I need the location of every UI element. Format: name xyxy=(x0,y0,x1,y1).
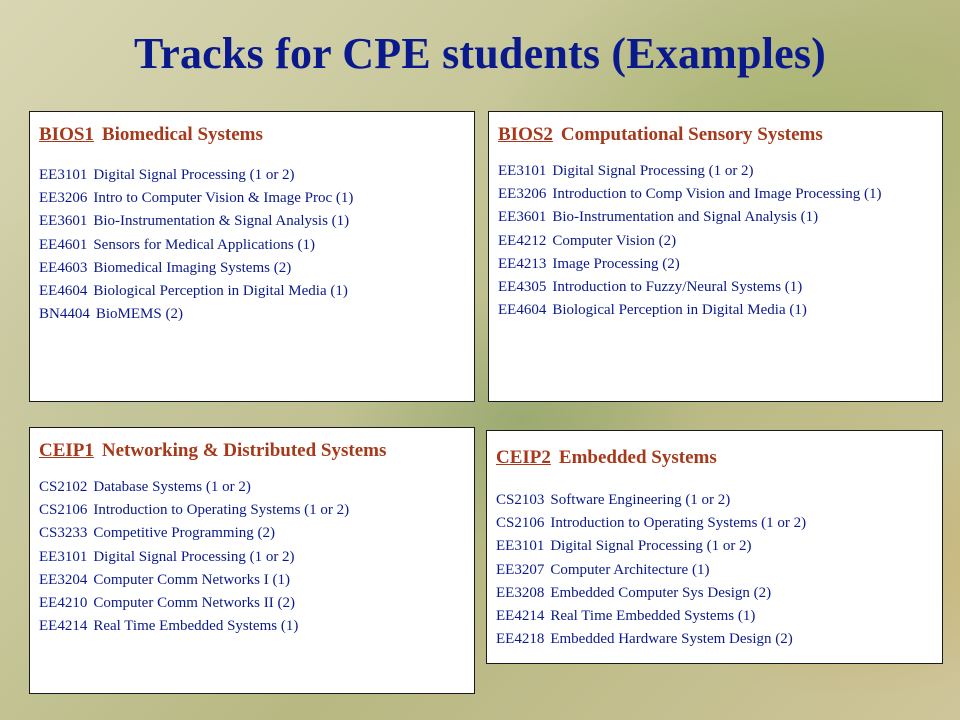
course-item xyxy=(39,280,465,303)
course-item xyxy=(39,303,465,326)
course-code: EE4601 xyxy=(39,236,88,253)
course-title: Competitive Programming (2) xyxy=(93,525,275,542)
course-code: EE3206 xyxy=(498,186,547,203)
course-item xyxy=(39,187,465,210)
course-item xyxy=(39,476,465,499)
course-title: Introduction to Fuzzy/Neural Systems (1) xyxy=(552,279,803,296)
track-heading xyxy=(496,445,933,471)
course-item xyxy=(39,522,465,545)
course-title: Digital Signal Processing (1 or 2) xyxy=(93,548,295,565)
course-code: CS2106 xyxy=(39,502,88,519)
course-code: EE3101 xyxy=(39,167,88,183)
course-code: EE4603 xyxy=(39,259,88,276)
course-code: EE4214 xyxy=(39,618,88,635)
course-code: CS2103 xyxy=(496,492,545,508)
course-item xyxy=(498,183,933,206)
course-code: EE3208 xyxy=(496,584,545,601)
course-code: EE4210 xyxy=(39,595,88,612)
course-code: EE4604 xyxy=(498,302,547,319)
track-box-bios1 xyxy=(29,111,475,402)
course-code: EE4604 xyxy=(39,283,88,300)
course-item xyxy=(496,559,933,582)
track-name: Networking & Distributed Systems xyxy=(101,440,387,461)
course-item xyxy=(39,569,465,592)
course-code: CS2102 xyxy=(39,479,88,495)
course-item xyxy=(496,628,933,651)
course-title: Biological Perception in Digital Media (1) xyxy=(93,283,348,300)
course-code: EE3204 xyxy=(39,571,88,588)
track-heading xyxy=(498,122,933,148)
course-code: CS2106 xyxy=(496,515,545,532)
course-title: BioMEMS (2) xyxy=(95,306,183,323)
track-name: Biomedical Systems xyxy=(101,124,263,145)
course-title: Biological Perception in Digital Media (1) xyxy=(552,302,807,319)
course-list xyxy=(39,476,465,638)
course-list xyxy=(39,164,465,326)
course-item xyxy=(498,206,933,229)
slide-title: Tracks for CPE students (Examples) xyxy=(133,29,827,78)
course-code: EE4305 xyxy=(498,279,547,296)
course-item xyxy=(496,512,933,535)
course-item xyxy=(496,605,933,628)
course-code: EE4212 xyxy=(498,232,547,249)
course-title: Image Processing (2) xyxy=(552,255,680,272)
course-code: CS3233 xyxy=(39,525,88,542)
course-title: Intro to Computer Vision & Image Proc (1) xyxy=(93,190,354,207)
course-item xyxy=(496,535,933,558)
course-item xyxy=(39,592,465,615)
course-title: Introduction to Operating Systems (1 or 2) xyxy=(550,515,807,532)
track-code: BIOS1 xyxy=(39,124,94,145)
course-code: EE3101 xyxy=(496,538,545,555)
course-title: Biomedical Imaging Systems (2) xyxy=(93,259,292,276)
course-title: Computer Vision (2) xyxy=(552,232,677,249)
course-item xyxy=(498,160,933,183)
course-item xyxy=(496,582,933,605)
course-list xyxy=(496,489,933,651)
track-name: Computational Sensory Systems xyxy=(560,124,823,145)
course-title: Embedded Hardware System Design (2) xyxy=(550,631,793,648)
course-item xyxy=(39,234,465,257)
track-box-bios2 xyxy=(488,111,943,402)
course-code: EE3101 xyxy=(498,163,547,179)
course-title: Software Engineering (1 or 2) xyxy=(550,492,731,508)
course-item xyxy=(39,210,465,233)
course-title: Digital Signal Processing (1 or 2) xyxy=(552,163,754,179)
course-title: Computer Comm Networks I (1) xyxy=(93,571,290,588)
course-item xyxy=(39,257,465,280)
course-code: EE3601 xyxy=(498,209,547,226)
track-heading xyxy=(39,122,465,148)
course-item xyxy=(498,253,933,276)
course-code: BN4404 xyxy=(39,306,90,323)
course-list xyxy=(498,160,933,322)
course-title: Sensors for Medical Applications (1) xyxy=(93,236,315,253)
course-title: Database Systems (1 or 2) xyxy=(93,479,251,495)
course-title: Introduction to Operating Systems (1 or 2) xyxy=(93,502,350,519)
course-title: Bio-Instrumentation and Signal Analysis (1) xyxy=(552,209,819,226)
track-box-ceip1 xyxy=(29,427,475,694)
track-code: CEIP2 xyxy=(496,447,551,468)
course-item xyxy=(39,615,465,638)
course-code: EE3207 xyxy=(496,561,545,578)
course-item xyxy=(498,230,933,253)
course-title: Digital Signal Processing (1 or 2) xyxy=(550,538,752,555)
course-title: Real Time Embedded Systems (1) xyxy=(93,618,299,635)
course-item xyxy=(498,276,933,299)
course-code: EE3601 xyxy=(39,213,88,230)
course-title: Digital Signal Processing (1 or 2) xyxy=(93,167,295,183)
course-item xyxy=(496,489,933,512)
course-item xyxy=(39,499,465,522)
track-heading xyxy=(39,438,465,464)
course-title: Computer Architecture (1) xyxy=(550,561,710,578)
course-title: Embedded Computer Sys Design (2) xyxy=(550,584,772,601)
course-title: Real Time Embedded Systems (1) xyxy=(550,608,756,625)
track-name: Embedded Systems xyxy=(558,447,717,468)
course-item xyxy=(498,299,933,322)
course-code: EE4218 xyxy=(496,631,545,648)
course-item xyxy=(39,546,465,569)
course-code: EE3206 xyxy=(39,190,88,207)
course-code: EE4214 xyxy=(496,608,545,625)
course-title: Bio-Instrumentation & Signal Analysis (1) xyxy=(93,213,350,230)
course-code: EE3101 xyxy=(39,548,88,565)
track-box-ceip2 xyxy=(486,430,943,664)
track-code: CEIP1 xyxy=(39,440,94,461)
course-item xyxy=(39,164,465,187)
course-title: Computer Comm Networks II (2) xyxy=(93,595,295,612)
course-code: EE4213 xyxy=(498,255,547,272)
course-title: Introduction to Comp Vision and Image Processing (1) xyxy=(552,186,882,203)
track-code: BIOS2 xyxy=(498,124,553,145)
